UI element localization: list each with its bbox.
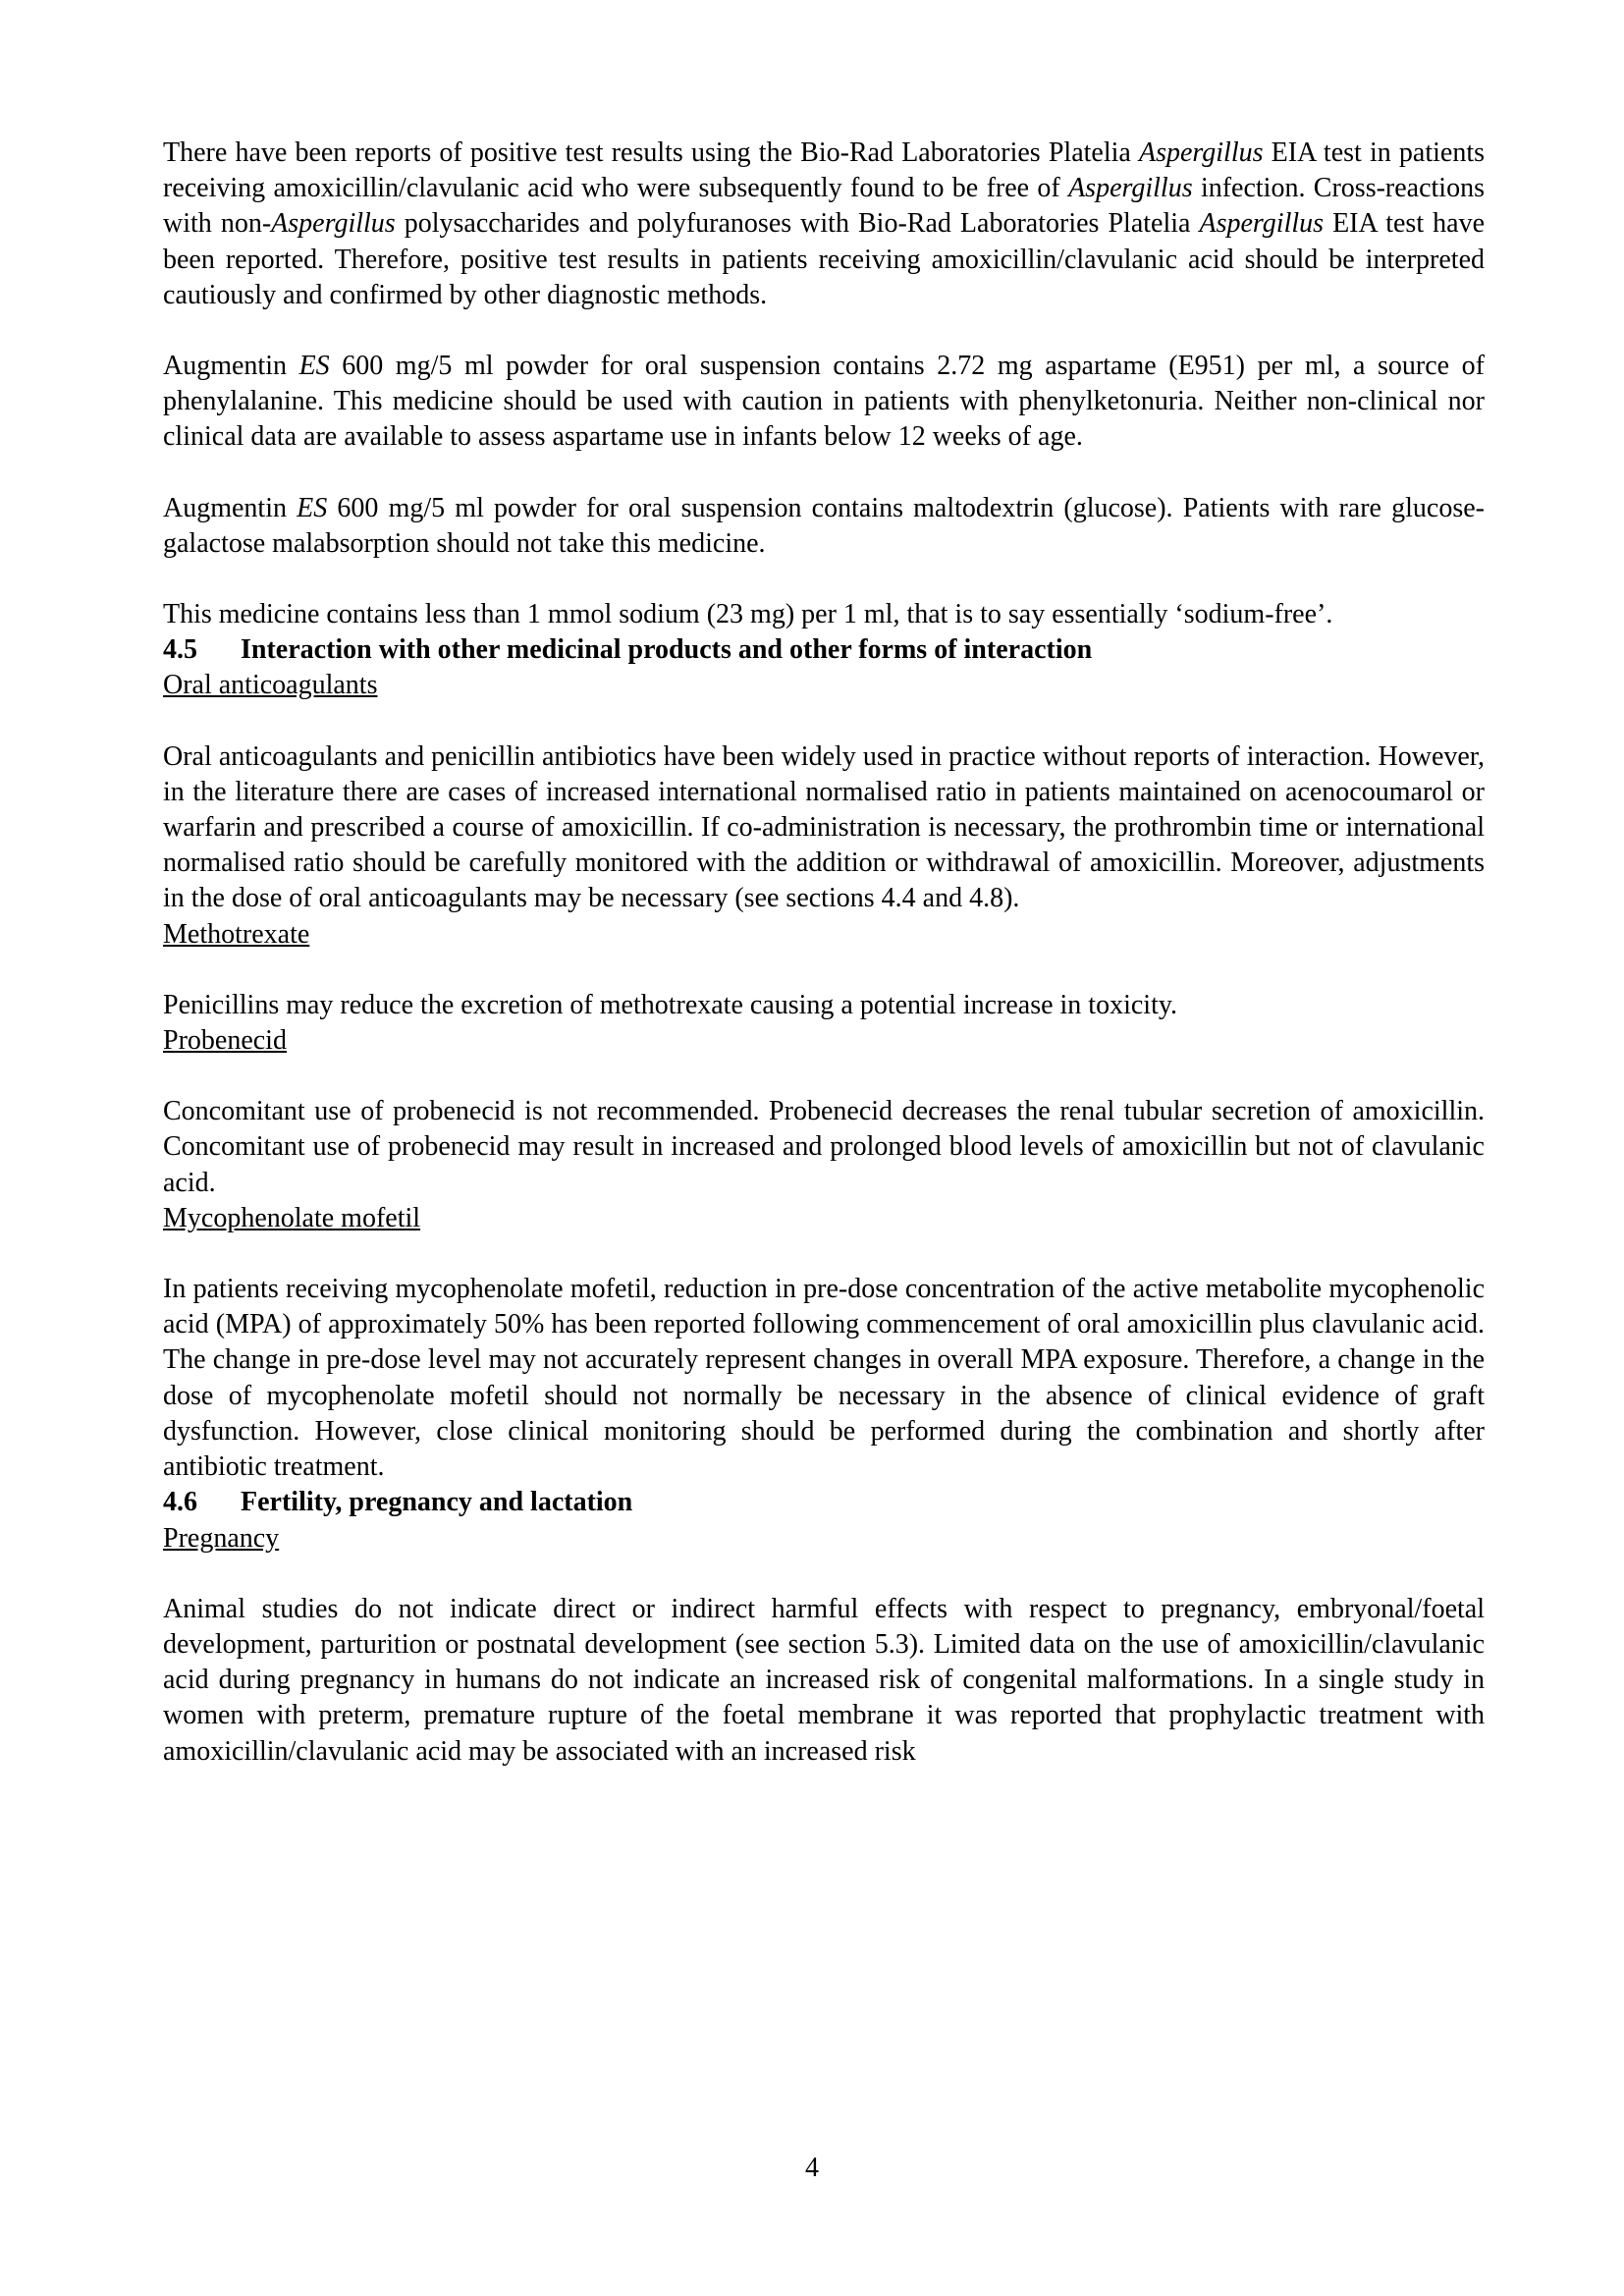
sodium-paragraph: This medicine contains less than 1 mmol sodium (23 mg) per 1 ml, that is to say essentially ‘sodium-free’. — [163, 599, 1333, 630]
subheading-probenecid: Probenecid — [163, 1025, 287, 1057]
probenecid-paragraph: Concomitant use of probenecid is not recommended. Probenecid decreases the renal tubular secretion of amoxicillin. Concomitant use of probenecid may result in increased and prolonged blood levels of amoxicillin but not of clavulanic acid. — [163, 1096, 1485, 1198]
subheading-oral-anticoagulants: Oral anticoagulants — [163, 670, 378, 701]
aspartame-paragraph: Augmentin ES 600 mg/5 ml powder for oral suspension contains 2.72 mg aspartame (E951) per ml, a source of phenylalanine. This medicine should be used with caution in patients with phenylketonuria. Neither non-clinical nor clinical data are available to assess aspartame use in infants below 12 weeks of age. — [163, 351, 1485, 453]
page-number: 4 — [805, 2153, 819, 2183]
section-heading-4-5: 4.5 Interaction with other medicinal products and other forms of interaction — [163, 634, 1093, 666]
maltodextrin-paragraph: Augmentin ES 600 mg/5 ml powder for oral suspension contains maltodextrin (glucose). Patients with rare glucose-galactose malabsorption should not take this medicine. — [163, 492, 1485, 559]
subheading-pregnancy: Pregnancy — [163, 1522, 280, 1554]
subheading-mycophenolate: Mycophenolate mofetil — [163, 1202, 421, 1233]
methotrexate-paragraph: Penicillins may reduce the excretion of methotrexate causing a potential increase in toxicity. — [163, 989, 1178, 1020]
mycophenolate-paragraph: In patients receiving mycophenolate mofetil, reduction in pre-dose concentration of the active metabolite mycophenolic acid (MPA) of approximately 50% has been reported following commencement of oral amoxicillin plus clavulanic acid. The change in pre-dose level may not accurately represent changes in overall MPA exposure. Therefore, a change in the dose of mycophenolate mofetil should not normally be necessary in the absence of clinical evidence of graft dysfunction. However, close clinical monitoring should be performed during the combination and shortly after antibiotic treatment. — [163, 1274, 1485, 1483]
oral-anticoagulants-paragraph: Oral anticoagulants and penicillin antibiotics have been widely used in practice without reports of interaction. However, in the literature there are cases of increased international normalised ratio in patients maintained on acenocoumarol or warfarin and prescribed a course of amoxicillin. If co-administration is necessary, the prothrombin time or international normalised ratio should be carefully monitored with the addition or withdrawal of amoxicillin. Moreover, adjustments in the dose of oral anticoagulants may be necessary (see sections 4.4 and 4.8). — [163, 740, 1485, 914]
section-heading-4-6: 4.6 Fertility, pregnancy and lactation — [163, 1487, 633, 1518]
document-page — [163, 136, 1485, 1770]
pregnancy-paragraph: Animal studies do not indicate direct or indirect harmful effects with respect to pregnancy, embryonal/foetal development, parturition or postnatal development (see section 5.3). Limited data on the use of amoxicillin/clavulanic acid during pregnancy in humans do not indicate an increased risk of congenital malformations. In a single study in women with preterm, premature rupture of the foetal membrane it was reported that prophylactic treatment with amoxicillin/clavulanic acid may be associated with an increased risk — [163, 1593, 1485, 1767]
aspergillus-paragraph: There have been reports of positive test results using the Bio-Rad Laboratories Platelia Aspergillus EIA test in patients receiving amoxicillin/clavulanic acid who were subsequently found to be free of Aspergillus infection. Cross-reactions with non-Aspergillus polysaccharides and polyfuranoses with Bio-Rad Laboratories Platelia Aspergillus EIA test have been reported. Therefore, positive test results in patients receiving amoxicillin/clavulanic acid should be interpreted cautiously and confirmed by other diagnostic methods. — [163, 137, 1486, 310]
subheading-methotrexate: Methotrexate — [163, 918, 310, 950]
